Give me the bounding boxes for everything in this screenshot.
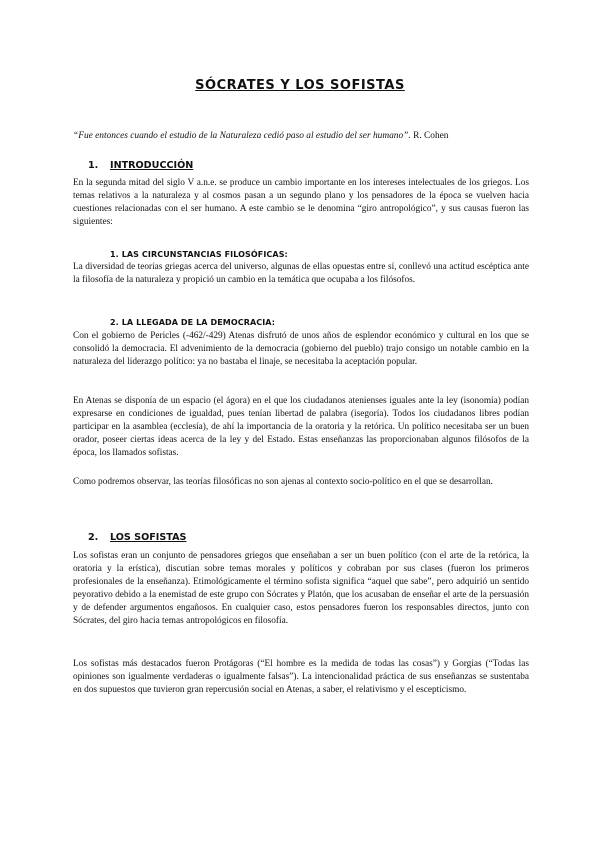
section-heading-introduccion [88,160,193,172]
quote-text: “Fue entonces cuando el estudio de la Naturaleza cedió paso al estudio del ser humano”. [73,131,411,141]
epigraph-quote [73,130,533,142]
subsection-heading-democracia: 2. LA LLEGADA DE LA DEMOCRACIA: [110,318,276,327]
section-number: 2. [88,532,99,543]
paragraph-circunstancias: La diversidad de teorías griegas acerca del universo, algunas de ellas opuestas entre sí, conllevó una actitud escéptica ante la filosofía de la naturaleza y propició un cambio en la temática que ocupaba a los filósofos. [73,262,529,286]
section-title: LOS SOFISTAS [110,532,187,543]
paragraph-democracia-2: En Atenas se disponía de un espacio (el ágora) en el que los ciudadanos atenienses iguales ante la ley (isonomía) podían expresarse en condiciones de igualdad, pues tenían libertad de palabra (isegoría). Todos los ciudadanos libres podían participar en la asamblea (ecclesía), de ahí la importancia de la oratoria y la retórica. Un político necesitaba ser un buen orador, poseer ciertas ideas acerca de la ley y del Estado. Estas enseñanzas las proporcionaban algunos filósofos de la época, los llamados sofistas. [73,396,529,459]
paragraph-sofistas-2: Los sofistas más destacados fueron Protágoras (“El hombre es la medida de todas las cosas”) y Gorgias (“Todas las opiniones son igualmente verdaderas o igualmente falsas”). La intencionalidad práctica de sus enseñanzas se sustentaba en dos supuestos que tuvieron gran repercusión social en Atenas, a saber, el relativismo y el escepticismo. [73,659,529,696]
quote-author: R. Cohen [413,131,449,141]
section-heading-sofistas [88,532,186,544]
document-title: SÓCRATES Y LOS SOFISTAS [195,78,405,93]
paragraph-democracia-1: Con el gobierno de Pericles (-462/-429) Atenas disfrutó de unos años de esplendor económico y cultural en los que se consolidó la democracia. El advenimiento de la democracia (gobierno del pueblo) trajo consigo un notable cambio en la naturaleza del liderazgo político: ya no bastaba el linaje, se necesitaba la aceptación popular. [73,331,529,368]
paragraph-democracia-3: Como podremos observar, las teorías filosóficas no son ajenas al contexto socio-político en el que se desarrollan. [73,477,493,487]
paragraph-sofistas-1: Los sofistas eran un conjunto de pensadores griegos que enseñaban a ser un buen político (con el arte de la retórica, la oratoria y la erística), discutían sobre temas morales y políticos y cobraban por sus clases (fueron los primeros profesionales de la enseñanza). Etimológicamente el término sofista significa “aquel que sabe”, pero adquirió un sentido peyorativo debido a la enemistad de este grupo con Sócrates y Platón, que los acusaban de enseñar el arte de la persuasión y de defender argumentos engañosos. En cualquier caso, estos pensadores fueron los responsables directos, junto con Sócrates, del giro hacia temas antropológicos en filosofía. [73,551,529,627]
section-number: 1. [88,160,99,171]
section-title: INTRODUCCIÓN [110,160,194,171]
intro-paragraph: En la segunda mitad del siglo V a.n.e. se produce un cambio importante en los intereses intelectuales de los griegos. Los temas relativos a la naturaleza y al cosmos pasan a un segundo plano y los pensadores de la época se vuelven hacia cuestiones relacionadas con el ser humano. A este cambio se le denomina “giro antropológico”, y sus causas fueron las siguientes: [73,178,529,228]
subsection-heading-circunstancias: 1. LAS CIRCUNSTANCIAS FILOSÓFICAS: [110,250,288,259]
